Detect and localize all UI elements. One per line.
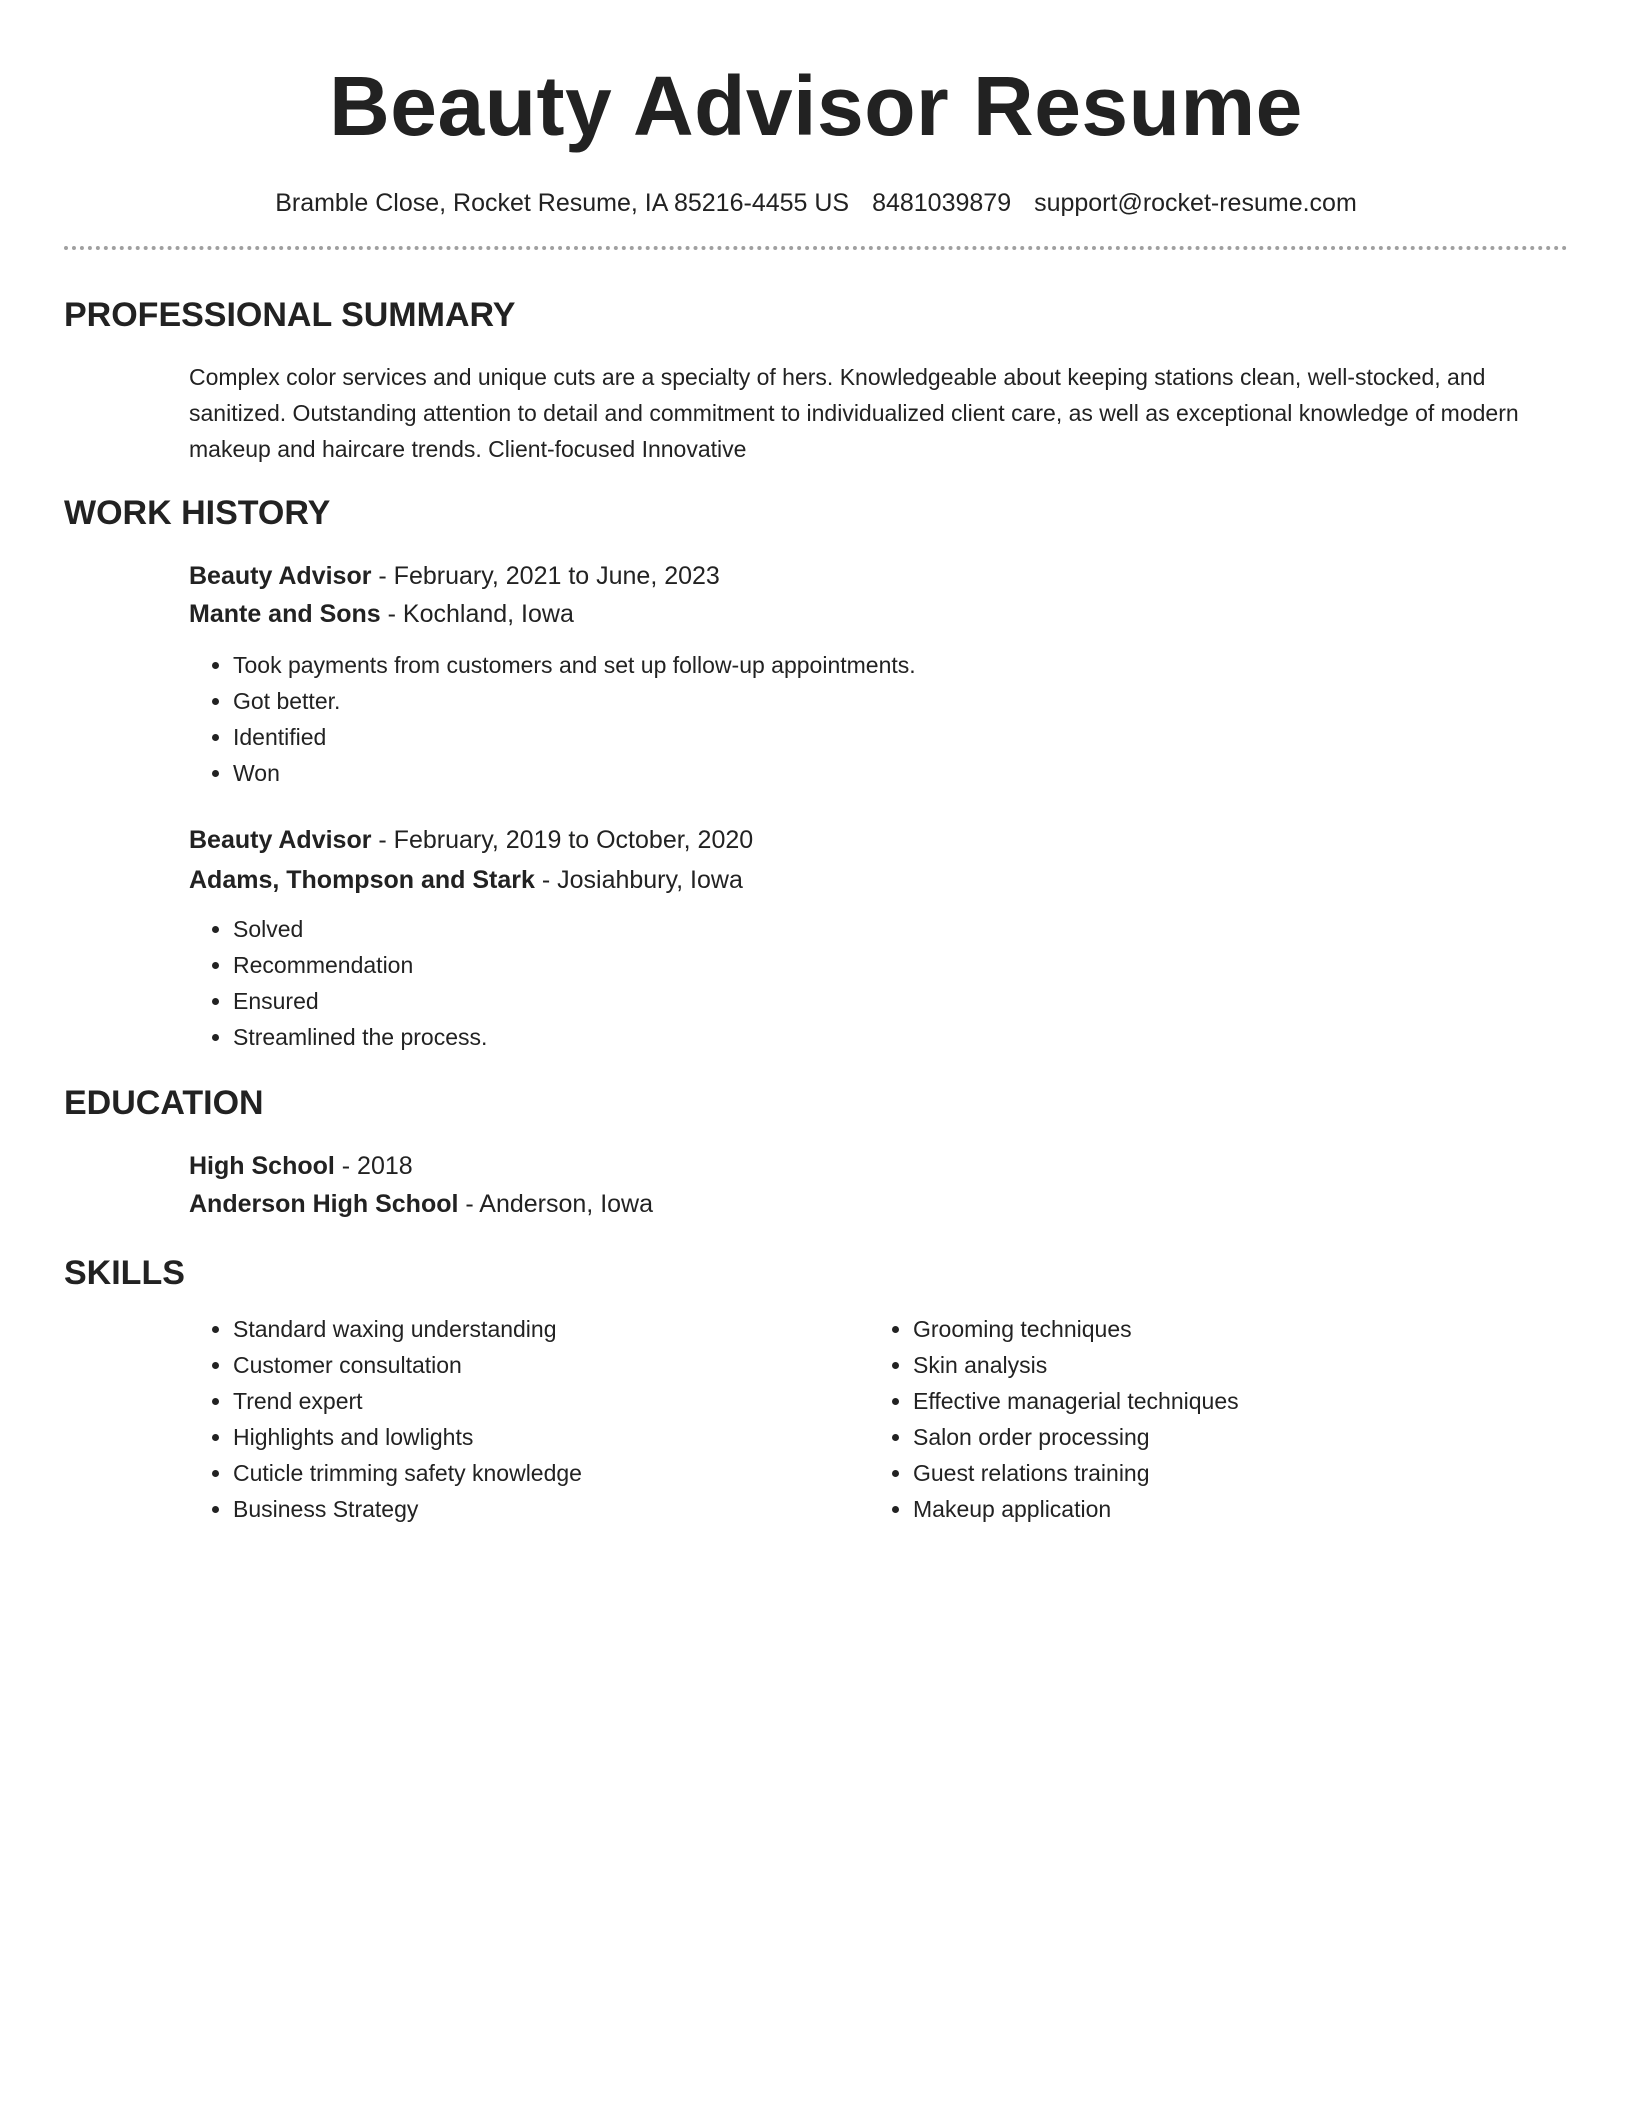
education-heading: EDUCATION — [64, 1084, 264, 1122]
job-bullet: • Recommendation — [233, 947, 1568, 983]
education-section — [64, 1147, 1568, 1223]
job-bullet: • Identified — [233, 719, 1568, 755]
education-degree-line — [189, 1147, 1568, 1185]
work-history-heading: WORK HISTORY — [64, 494, 331, 532]
work-history-section — [64, 557, 1568, 1055]
education-year: - 2018 — [334, 1152, 413, 1180]
skill-item: • Grooming techniques — [913, 1311, 1549, 1347]
job-bullet: • Streamlined the process. — [233, 1019, 1568, 1055]
skill-item: • Cuticle trimming safety knowledge — [233, 1455, 869, 1491]
job-bullets — [189, 647, 1568, 791]
job-bullet: • Won — [233, 755, 1568, 791]
skill-item: • Guest relations training — [913, 1455, 1549, 1491]
job-entry — [189, 557, 1568, 791]
skills-section — [64, 1311, 1568, 1527]
resume-title: Beauty Advisor Resume — [329, 59, 1303, 153]
education-degree: High School — [189, 1152, 335, 1180]
skills-list-left — [189, 1311, 869, 1527]
job-title: Beauty Advisor — [189, 562, 372, 590]
skill-item: • Skin analysis — [913, 1347, 1549, 1383]
job-company: Mante and Sons — [189, 600, 381, 628]
education-location: - Anderson, Iowa — [458, 1190, 654, 1218]
skill-item: • Standard waxing understanding — [233, 1311, 869, 1347]
education-school-line — [189, 1185, 1568, 1223]
skills-list-right — [869, 1311, 1549, 1527]
job-entry — [189, 821, 1568, 1055]
job-bullet: • Got better. — [233, 683, 1568, 719]
summary-section — [64, 359, 1568, 467]
job-dates: - February, 2019 to October, 2020 — [371, 826, 754, 854]
skill-item: • Business Strategy — [233, 1491, 869, 1527]
skills-column-right — [869, 1311, 1549, 1527]
skills-column-left — [189, 1311, 869, 1527]
job-bullets — [189, 911, 1568, 1055]
header-divider — [64, 246, 1568, 250]
job-title-line — [189, 821, 1568, 859]
job-bullet: • Ensured — [233, 983, 1568, 1019]
summary-heading: PROFESSIONAL SUMMARY — [64, 296, 516, 334]
job-title: Beauty Advisor — [189, 826, 372, 854]
education-school: Anderson High School — [189, 1190, 459, 1218]
skill-item: • Customer consultation — [233, 1347, 869, 1383]
job-company-line — [189, 595, 1568, 633]
job-dates: - February, 2021 to June, 2023 — [371, 562, 720, 590]
skill-item: • Makeup application — [913, 1491, 1549, 1527]
contact-phone: 8481039879 — [872, 189, 1012, 217]
job-location: - Josiahbury, Iowa — [534, 866, 743, 894]
summary-text: Complex color services and unique cuts are a specialty of hers. Knowledgeable about keeping stations clean, well-stocked, and sanitized. Outstanding attention to detail and commitment to individualized client care, as well as exceptional knowledge of modern makeup and haircare trends. Client-focused Innovative — [189, 364, 1519, 462]
job-bullet: • Took payments from customers and set up follow-up appointments. — [233, 647, 1568, 683]
job-company: Adams, Thompson and Stark — [189, 866, 535, 894]
skill-item: • Salon order processing — [913, 1419, 1549, 1455]
skills-heading: SKILLS — [64, 1254, 185, 1292]
skill-item: • Highlights and lowlights — [233, 1419, 869, 1455]
job-company-line — [189, 861, 1568, 899]
contact-line — [64, 185, 1568, 221]
job-bullet: • Solved — [233, 911, 1568, 947]
skill-item: • Trend expert — [233, 1383, 869, 1419]
job-location: - Kochland, Iowa — [380, 600, 574, 628]
contact-address: Bramble Close, Rocket Resume, IA 85216-4455 US — [275, 189, 850, 217]
contact-email: support@rocket-resume.com — [1034, 189, 1357, 217]
job-title-line — [189, 557, 1568, 595]
skill-item: • Effective managerial techniques — [913, 1383, 1549, 1419]
